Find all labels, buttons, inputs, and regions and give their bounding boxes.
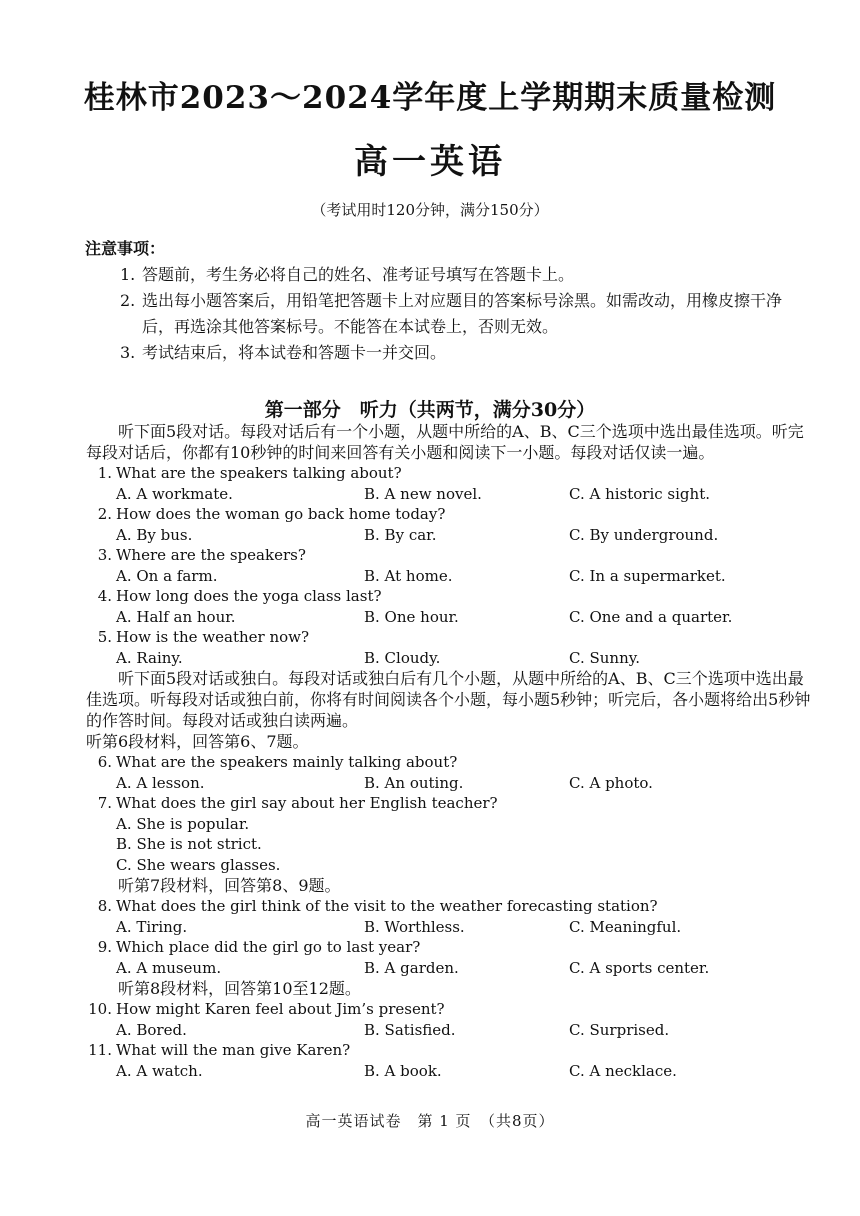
- option-a: A. On a farm.: [116, 566, 218, 585]
- option-a: A. She is popular.: [116, 814, 250, 833]
- section-intro: 听下面5段对话。每段对话后有一个小题，从题中所给的A、B、C三个选项中选出最佳选项。听完每段对话后，你都有10秒钟的时间来回答有关小题和阅读下一小题。每段对话仅读一遍。: [86, 422, 804, 462]
- material-instruction: 听第7段材料，回答第8、9题。: [118, 876, 341, 895]
- notice-text: 答题前，考生务必将自己的姓名、准考证号填写在答题卡上。: [142, 265, 575, 284]
- question-number: 2.: [97, 505, 112, 523]
- option-b: B. A garden.: [364, 958, 459, 977]
- option-b: B. A book.: [364, 1061, 442, 1080]
- question-number: 5.: [97, 628, 112, 646]
- option-b: B. A new novel.: [364, 484, 482, 503]
- option-c: C. A historic sight.: [569, 484, 710, 503]
- notice-heading: 注意事项：: [85, 239, 166, 258]
- question-stem: How might Karen feel about Jim’s present?: [116, 1000, 445, 1018]
- question-stem: What will the man give Karen?: [116, 1041, 351, 1059]
- notice-list: [120, 262, 810, 366]
- option-a: A. Rainy.: [116, 648, 183, 667]
- option-c: C. By underground.: [569, 525, 719, 544]
- question-number: 9.: [97, 938, 112, 956]
- option-c: C. Sunny.: [569, 648, 640, 667]
- question-number: 10.: [88, 1000, 112, 1018]
- question: [86, 586, 816, 627]
- question: [86, 999, 816, 1040]
- notice-item: [120, 340, 810, 366]
- option-c: C. A necklace.: [569, 1061, 677, 1080]
- option-b: B. She is not strict.: [116, 835, 262, 853]
- question: [86, 793, 816, 875]
- option-b: B. An outing.: [364, 773, 464, 792]
- notice-number: 3.: [120, 343, 136, 362]
- option-c: C. A photo.: [569, 773, 653, 792]
- question: [86, 896, 816, 937]
- notice-item: [120, 262, 810, 288]
- question-stem: What does the girl think of the visit to the weather forecasting station?: [116, 897, 658, 915]
- question-stem: How is the weather now?: [116, 628, 310, 646]
- question: [86, 1040, 816, 1081]
- option-b: B. Cloudy.: [364, 648, 441, 667]
- question: [86, 504, 816, 545]
- option-b: B. At home.: [364, 566, 453, 585]
- option-a: A. Half an hour.: [116, 607, 236, 626]
- section-heading: 第一部分 听力（共两节，满分30分）: [264, 399, 596, 421]
- question: [86, 752, 816, 793]
- question-stem: What does the girl say about her English teacher?: [116, 794, 498, 812]
- question-stem: What are the speakers mainly talking about?: [116, 753, 458, 771]
- notice-text: 选出每小题答案后，用铅笔把答题卡上对应题目的答案标号涂黑。如需改动，用橡皮擦干净后，再选涂其他答案标号。不能答在本试卷上，否则无效。: [142, 291, 783, 336]
- option-a: A. A workmate.: [116, 484, 233, 503]
- time-note: （考试用时120分钟，满分150分）: [311, 201, 549, 219]
- option-a: A. A museum.: [116, 958, 222, 977]
- question-number: 6.: [97, 753, 112, 771]
- notice-item: [120, 288, 810, 340]
- question-stem: Which place did the girl go to last year?: [116, 938, 421, 956]
- question-number: 1.: [97, 464, 112, 482]
- question-stem: Where are the speakers?: [116, 546, 306, 564]
- option-c: C. A sports center.: [569, 958, 710, 977]
- page-footer: 高一英语试卷 第 1 页 （共8页）: [305, 1112, 555, 1130]
- option-c: C. Meaningful.: [569, 917, 682, 936]
- question-stem: What are the speakers talking about?: [116, 464, 402, 482]
- option-a: A. A lesson.: [116, 773, 205, 792]
- exam-subject: 高一英语: [354, 142, 506, 182]
- material-instruction: 听第6段材料，回答第6、7题。: [86, 732, 309, 751]
- question-stem: How long does the yoga class last?: [116, 587, 382, 605]
- option-c: C. Surprised.: [569, 1020, 670, 1039]
- option-b: B. Satisfied.: [364, 1020, 456, 1039]
- material-instruction: 听第8段材料，回答第10至12题。: [118, 979, 361, 998]
- question-number: 4.: [97, 587, 112, 605]
- option-b: B. One hour.: [364, 607, 459, 626]
- question-stem: How does the woman go back home today?: [116, 505, 446, 523]
- option-a: A. A watch.: [116, 1061, 203, 1080]
- question: [86, 545, 816, 586]
- option-a: A. Bored.: [116, 1020, 187, 1039]
- exam-title: 桂林市2023～2024学年度上学期期末质量检测: [83, 80, 777, 116]
- question: [86, 627, 816, 668]
- notice-number: 1.: [120, 265, 136, 284]
- option-b: B. Worthless.: [364, 917, 465, 936]
- question-number: 3.: [97, 546, 112, 564]
- question: [86, 937, 816, 978]
- notice-number: 2.: [120, 291, 136, 310]
- notice-text: 考试结束后，将本试卷和答题卡一并交回。: [142, 343, 447, 362]
- option-a: A. Tiring.: [116, 917, 188, 936]
- question-number: 8.: [97, 897, 112, 915]
- question-number: 11.: [88, 1041, 112, 1059]
- option-c: C. One and a quarter.: [569, 607, 733, 626]
- question: [86, 463, 816, 504]
- listening-section: [86, 421, 816, 1081]
- section-intro: 听下面5段对话或独白。每段对话或独白后有几个小题，从题中所给的A、B、C三个选项中选出最佳选项。听每段对话或独白前，你将有时间阅读各个小题，每小题5秒钟；听完后，各小题将给出5秒钟的作答时间。每段对话或独白读两遍。: [86, 669, 811, 730]
- option-a: A. By bus.: [116, 525, 193, 544]
- question-number: 7.: [97, 794, 112, 812]
- option-b: B. By car.: [364, 525, 437, 544]
- option-c: C. In a supermarket.: [569, 566, 726, 585]
- option-c: C. She wears glasses.: [116, 855, 281, 874]
